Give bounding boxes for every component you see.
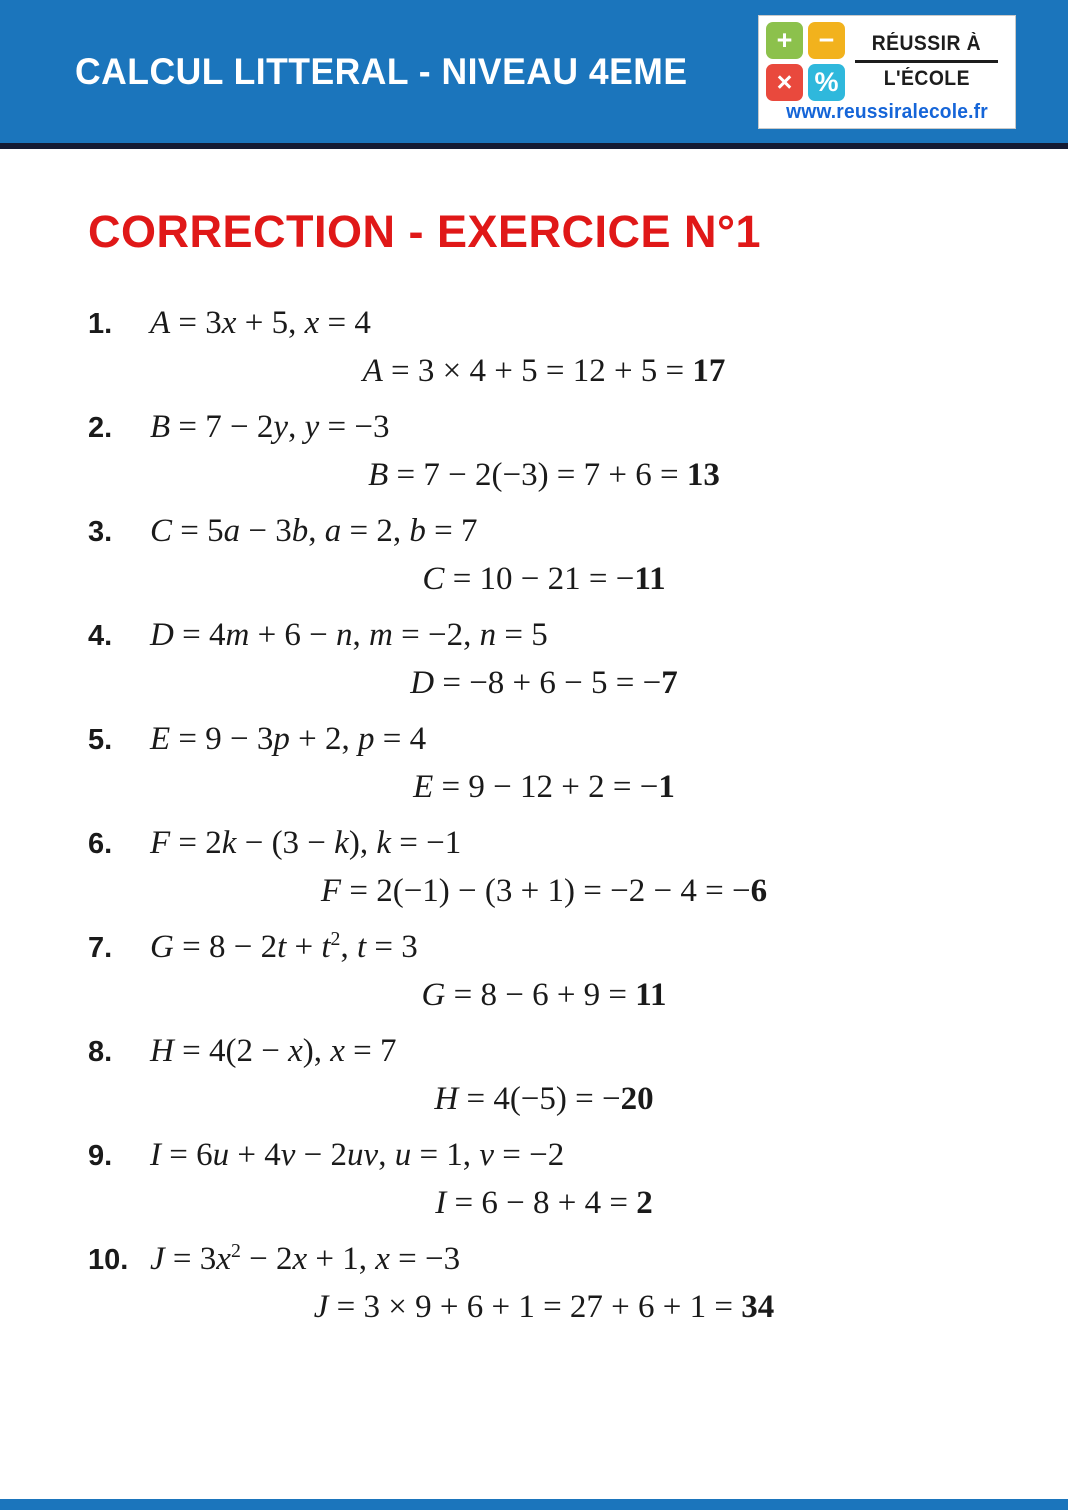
exercise-solution: H = 4(−5) = −20 [434, 1081, 654, 1117]
logo-top-row [766, 22, 1008, 101]
exercise-solution: A = 3 × 4 + 5 = 12 + 5 = 17 [362, 353, 726, 389]
exercise-item-10 [88, 1236, 1000, 1331]
exercise-problem: $G = 8 - 2t + t^2$, t = 3 [150, 928, 418, 965]
exercise-number: 7. [88, 932, 113, 964]
times-icon: × [766, 64, 803, 101]
exercise-problem: D = 4m + 6 − n, m = −2, n = 5 [150, 617, 548, 653]
exercise-item-2 [88, 404, 1000, 499]
exercise-problem: H = 4(2 − x), x = 7 [150, 1033, 397, 1069]
exercise-item-9 [88, 1132, 1000, 1227]
exercise-item-7 [88, 924, 1000, 1019]
exercise-number: 1. [88, 308, 113, 340]
exercise-problem: A = 3x + 5, x = 4 [150, 305, 371, 341]
exercise-item-3 [88, 508, 1000, 603]
exercise-item-4 [88, 612, 1000, 707]
exercise-number: 2. [88, 412, 113, 444]
worksheet-title: CALCUL LITTERAL - NIVEAU 4EME [75, 50, 688, 92]
exercise-item-5 [88, 716, 1000, 811]
divide-icon: % [808, 64, 845, 101]
exercise-number: 5. [88, 724, 113, 756]
exercise-number: 10. [88, 1244, 129, 1276]
exercise-item-8 [88, 1028, 1000, 1123]
logo-wordmark [845, 32, 1008, 91]
exercise-problem: E = 9 − 3p + 2, p = 4 [150, 721, 427, 757]
logo-website-url: www.reussiralecole.fr [786, 101, 988, 123]
exercise-list [88, 300, 1000, 1331]
exercise-solution: E = 9 − 12 + 2 = −1 [413, 769, 675, 805]
exercise-problem: B = 7 − 2y, y = −3 [150, 409, 390, 445]
minus-icon: − [808, 22, 845, 59]
exercise-number: 3. [88, 516, 113, 548]
header-band [0, 0, 1068, 149]
exercise-solution: B = 7 − 2(−3) = 7 + 6 = 13 [368, 457, 720, 493]
exercise-solution: G = 8 − 6 + 9 = 11 [421, 977, 667, 1013]
exercise-problem: C = 5a − 3b, a = 2, b = 7 [150, 513, 478, 549]
logo-tagline-bottom: L'ÉCOLE [883, 67, 970, 90]
exercise-solution: F = 2(−1) − (3 + 1) = −2 − 4 = −6 [320, 873, 768, 909]
exercise-number: 4. [88, 620, 113, 652]
exercise-solution: C = 10 − 21 = −11 [422, 561, 666, 597]
exercise-solution: I = 6 − 8 + 4 = 2 [435, 1185, 653, 1221]
section-title: CORRECTION - EXERCICE N°1 [88, 206, 762, 257]
exercise-problem: I = 6u + 4v − 2uv, u = 1, v = −2 [150, 1137, 565, 1173]
logo-tagline-top: RÉUSSIR À [871, 32, 982, 55]
math-operator-tiles [766, 22, 845, 101]
main-content [0, 206, 1068, 1331]
exercise-number: 8. [88, 1036, 113, 1068]
exercise-number: 9. [88, 1140, 113, 1172]
exercise-item-1 [88, 300, 1000, 395]
reussir-a-lecole-logo [758, 15, 1016, 129]
exercise-problem: F = 2k − (3 − k), k = −1 [150, 825, 462, 861]
exercise-solution: D = −8 + 6 − 5 = −7 [410, 665, 678, 701]
exercise-problem: $J = 3x^2 - 2x + 1$, x = −3 [150, 1240, 461, 1277]
logo-divider [855, 60, 998, 63]
exercise-solution: J = 3 × 9 + 6 + 1 = 27 + 6 + 1 = 34 [313, 1289, 775, 1325]
next-page-header-band [0, 1499, 1068, 1510]
plus-icon: + [766, 22, 803, 59]
exercise-number: 6. [88, 828, 113, 860]
exercise-item-6 [88, 820, 1000, 915]
